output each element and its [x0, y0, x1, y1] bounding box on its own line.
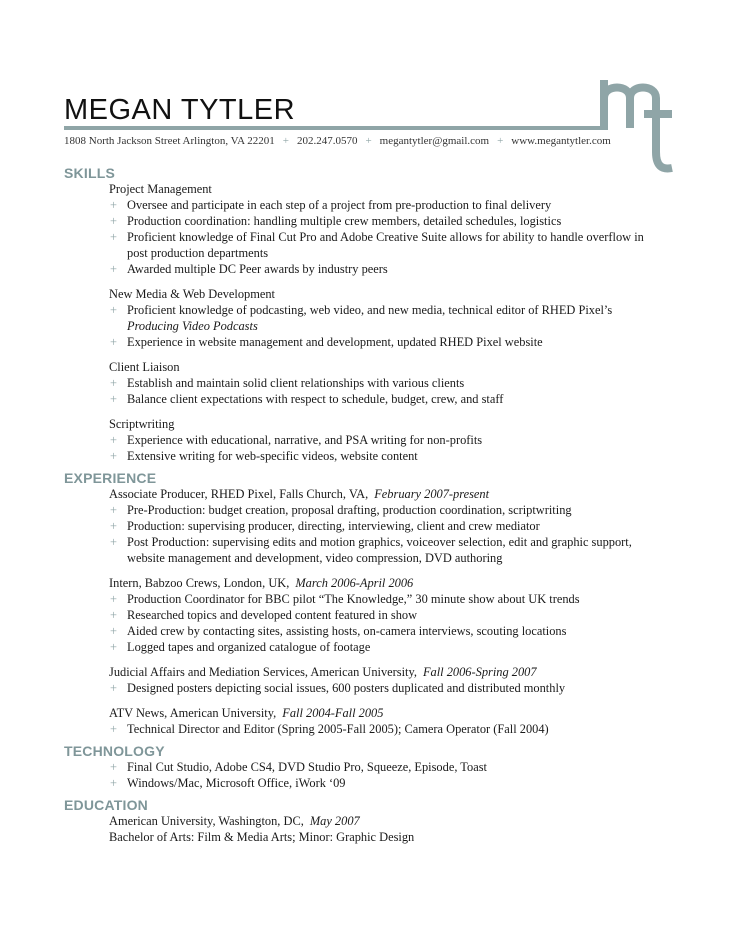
plus-bullet-icon: + [110, 535, 117, 549]
plus-bullet-icon: + [110, 592, 117, 606]
list-item [109, 518, 644, 534]
skill-heading: New Media & Web Development [109, 287, 276, 301]
list-item-text: Awarded multiple DC Peer awards by industry peers [127, 262, 388, 276]
job-role: Intern, Babzoo Crews, London, UK, [109, 576, 290, 590]
list-item-text: Researched topics and developed content featured in show [127, 608, 418, 622]
plus-bullet-icon: + [110, 624, 117, 638]
list-item [109, 334, 644, 350]
job-role: ATV News, American University, [109, 706, 277, 720]
list-item [109, 607, 644, 623]
list-item-text: Oversee and participate in each step of a project from pre-production to final delivery [127, 198, 552, 212]
job-role: Associate Producer, RHED Pixel, Falls Church, VA, [109, 487, 369, 501]
publication-title: Producing Video Podcasts [127, 319, 258, 333]
job-heading [109, 664, 644, 680]
list-item [109, 775, 644, 791]
list-item-text: Designed posters depicting social issues, 600 posters duplicated and distributed monthly [127, 681, 566, 695]
skill-list [109, 375, 644, 407]
list-item [109, 302, 644, 334]
job-heading [109, 575, 644, 591]
plus-bullet-icon: + [110, 503, 117, 517]
job-duties [109, 680, 644, 696]
plus-bullet-icon: + [110, 214, 117, 228]
resume-body [64, 165, 644, 845]
list-item-text: Extensive writing for web-specific videos, website content [127, 449, 418, 463]
section-title-experience: EXPERIENCE [64, 470, 157, 486]
technology-list [109, 759, 644, 791]
list-item [109, 197, 644, 213]
job-role: Judicial Affairs and Mediation Services, American University, [109, 665, 417, 679]
list-item-text: Final Cut Studio, Adobe CS4, DVD Studio Pro, Squeeze, Episode, Toast [127, 760, 487, 774]
plus-bullet-icon: + [110, 449, 117, 463]
list-item-text: Experience in website management and development, updated RHED Pixel website [127, 335, 543, 349]
skill-heading: Client Liaison [109, 360, 180, 374]
section-title-technology: TECHNOLOGY [64, 743, 165, 759]
plus-bullet-icon: + [110, 760, 117, 774]
plus-bullet-icon: + [110, 681, 117, 695]
section-title-education: EDUCATION [64, 797, 148, 813]
contact-line [64, 134, 611, 148]
plus-bullet-icon: + [110, 262, 117, 276]
plus-bullet-icon: + [110, 392, 117, 406]
list-item-text: Production coordination: handling multiple crew members, detailed schedules, logistics [127, 214, 562, 228]
skill-list [109, 302, 644, 350]
list-item [109, 375, 644, 391]
job-duties [109, 721, 644, 737]
tech-items [109, 759, 644, 791]
list-item-text: Proficient knowledge of podcasting, web video, and new media, technical editor of RHED Pixel’s [127, 303, 613, 317]
job-date: Fall 2006-Spring 2007 [422, 665, 537, 679]
job-date: March 2006-April 2006 [295, 576, 414, 590]
list-item [109, 639, 644, 655]
plus-bullet-icon: + [110, 376, 117, 390]
list-item [109, 391, 644, 407]
list-item [109, 502, 644, 518]
separator-plus-icon: + [282, 135, 289, 147]
list-item-text: Pre-Production: budget creation, proposal drafting, production coordination, scriptwriting [127, 503, 572, 517]
plus-bullet-icon: + [110, 303, 117, 317]
skill-group-project-management [109, 181, 644, 464]
job-date: February 2007-present [374, 487, 490, 501]
list-item [109, 680, 644, 696]
plus-bullet-icon: + [110, 433, 117, 447]
school-name: American University, Washington, DC, [109, 814, 304, 828]
address-text: 1808 North Jackson Street Arlington, VA 22201 [64, 135, 275, 147]
education-school [109, 813, 644, 829]
website-link[interactable]: www.megantytler.com [511, 135, 611, 147]
experience-list [109, 486, 644, 737]
plus-bullet-icon: + [110, 519, 117, 533]
list-item-text: Production: supervising producer, directing, interviewing, client and crew mediator [127, 519, 540, 533]
list-item-text: Technical Director and Editor (Spring 2005-Fall 2005); Camera Operator (Fall 2004) [127, 722, 549, 736]
plus-bullet-icon: + [110, 608, 117, 622]
list-item-text: Windows/Mac, Microsoft Office, iWork ‘09 [127, 776, 346, 790]
job-date: Fall 2004-Fall 2005 [282, 706, 384, 720]
email-link[interactable]: megantytler@gmail.com [379, 135, 490, 147]
list-item [109, 721, 644, 737]
plus-bullet-icon: + [110, 640, 117, 654]
job-heading [109, 705, 644, 721]
list-item-text: Balance client expectations with respect to schedule, budget, crew, and staff [127, 392, 504, 406]
skill-list [109, 432, 644, 464]
plus-bullet-icon: + [110, 335, 117, 349]
list-item-text: Post Production: supervising edits and motion graphics, voiceover selection, edit and graphic support, website management and development, video compression, DVD authoring [127, 535, 632, 565]
list-item-text: Logged tapes and organized catalogue of footage [127, 640, 371, 654]
section-title-skills: SKILLS [64, 165, 115, 181]
graduation-date: May 2007 [309, 814, 360, 828]
list-item-text: Aided crew by contacting sites, assisting hosts, on-camera interviews, scouting locations [127, 624, 567, 638]
separator-plus-icon: + [497, 135, 504, 147]
separator-plus-icon: + [365, 135, 372, 147]
list-item [109, 229, 644, 261]
list-item-text: Experience with educational, narrative, and PSA writing for non-profits [127, 433, 483, 447]
education-block [109, 813, 644, 845]
education-degree: Bachelor of Arts: Film & Media Arts; Minor: Graphic Design [109, 830, 415, 844]
list-item [109, 623, 644, 639]
list-item-text: Establish and maintain solid client relationships with various clients [127, 376, 465, 390]
skill-heading: Project Management [109, 182, 212, 196]
resume-name: MEGAN TYTLER [64, 94, 296, 126]
skill-heading: Scriptwriting [109, 417, 175, 431]
list-item [109, 261, 644, 277]
list-item [109, 432, 644, 448]
list-item [109, 534, 644, 566]
plus-bullet-icon: + [110, 722, 117, 736]
list-item [109, 591, 644, 607]
skill-list [109, 197, 644, 277]
list-item [109, 213, 644, 229]
job-duties [109, 591, 644, 655]
job-duties [109, 502, 644, 566]
list-item [109, 448, 644, 464]
plus-bullet-icon: + [110, 230, 117, 244]
plus-bullet-icon: + [110, 776, 117, 790]
plus-bullet-icon: + [110, 198, 117, 212]
list-item-text: Proficient knowledge of Final Cut Pro and Adobe Creative Suite allows for ability to handle overflow in post production departments [127, 230, 644, 260]
phone-text: 202.247.0570 [296, 135, 358, 147]
job-heading [109, 486, 644, 502]
header-rule [64, 126, 608, 130]
list-item [109, 759, 644, 775]
list-item-text: Production Coordinator for BBC pilot “The Knowledge,” 30 minute show about UK trends [127, 592, 580, 606]
